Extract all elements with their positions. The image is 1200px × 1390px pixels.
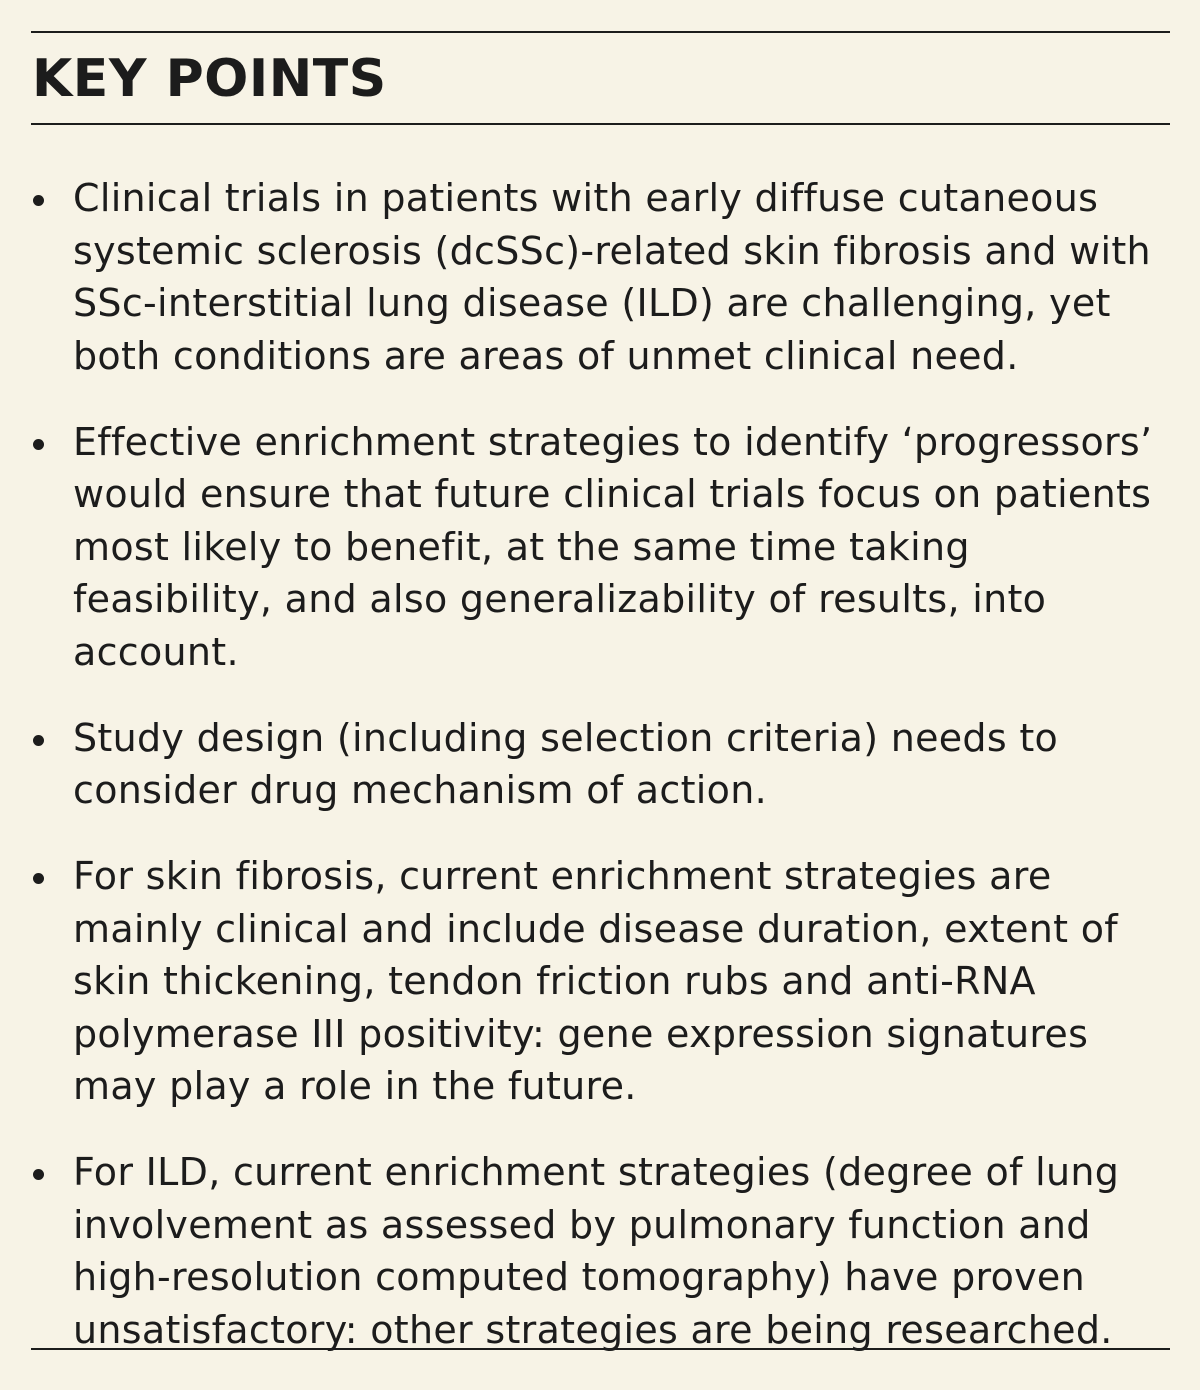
key-point-text: For skin fibrosis, current enrichment strategies are mainly clinical and include disease duration, extent of skin thickening, tendon friction rubs and anti-RNA polymerase III positivity: gene expression signatures may play a role in the future. <box>73 854 1118 1108</box>
key-point-item <box>0 850 1200 1113</box>
key-point-item <box>0 1146 1200 1356</box>
bullet-icon <box>33 873 44 884</box>
bullet-icon <box>33 1169 44 1180</box>
key-points-list <box>0 172 1200 1390</box>
bullet-icon <box>33 735 44 746</box>
key-point-item <box>0 172 1200 382</box>
key-point-text: Clinical trials in patients with early diffuse cutaneous systemic sclerosis (dcSSc)-related skin fibrosis and with SSc-interstitial lung disease (ILD) are challenging, yet both conditions are areas of unmet clinical need. <box>73 176 1151 378</box>
bullet-icon <box>33 195 44 206</box>
bullet-icon <box>33 439 44 450</box>
bottom-divider <box>31 1348 1170 1350</box>
key-points-heading: KEY POINTS <box>32 49 387 109</box>
key-point-text: For ILD, current enrichment strategies (degree of lung involvement as assessed by pulmonary function and high-resolution computed tomography) have proven unsatisfactory: other strategies are being researched. <box>73 1150 1120 1352</box>
heading-divider <box>31 123 1170 125</box>
key-point-item <box>0 712 1200 817</box>
key-point-text: Effective enrichment strategies to identify ‘progressors’ would ensure that future clinical trials focus on patients most likely to benefit, at the same time taking feasibility, and also generalizability of results, into account. <box>73 419 1153 674</box>
top-divider <box>31 31 1170 33</box>
key-point-item <box>0 416 1200 679</box>
key-point-text: Study design (including selection criteria) needs to consider drug mechanism of action. <box>73 715 1059 812</box>
